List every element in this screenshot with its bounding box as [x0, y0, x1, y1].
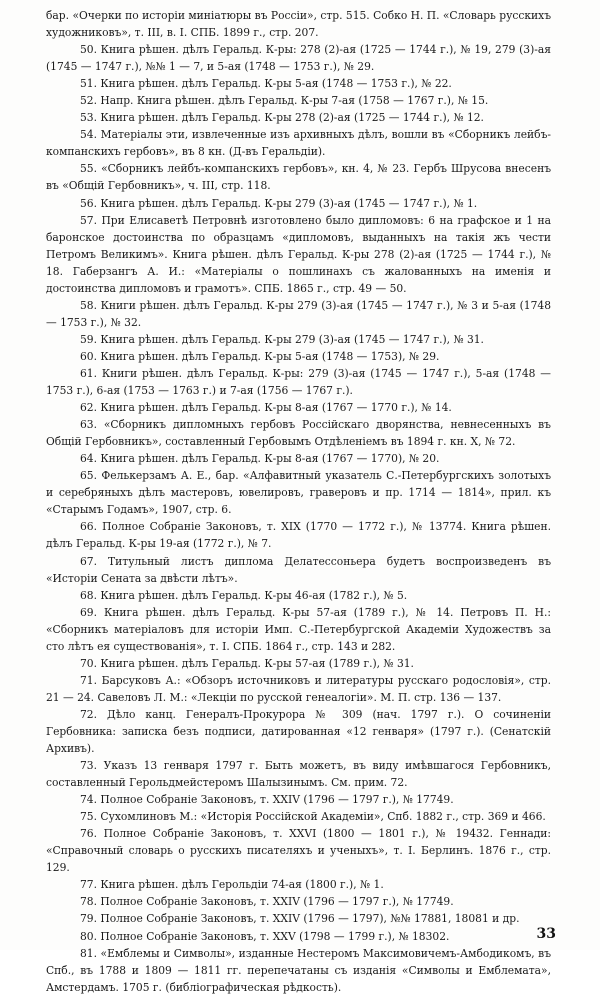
footnote-68: 68. Книга рѣшен. дѣлъ Геральд. К-ры 46-ая (1782 г.), № 5. [80, 588, 408, 602]
footnote-74: 74. Полное Собраніе Законовъ, т. XXIV (1796 — 1797 г.), № 17749. [80, 793, 454, 807]
footnote-63: 63. «Сборникъ дипломныхъ гербовъ Россійскаго дворянства, невнесенныхъ въ Общій Гербовникъ», составленный Гербовымъ Отдѣленіемъ въ 1894 г. кн. X, № 72. [46, 418, 551, 449]
footnote-67: 67. Титульный листъ диплома Делатессоньера будетъ воспроизведенъ въ «Исторіи Сената за двѣсти лѣтъ». [46, 554, 551, 585]
footnotes-block [46, 7, 551, 996]
footnote-51: 51. Книга рѣшен. дѣлъ Геральд. К-ры 5-ая (1748 — 1753 г.), № 22. [80, 77, 452, 91]
footnote-53: 53. Книга рѣшен. дѣлъ Геральд. К-ры 278 (2)-ая (1725 — 1744 г.), № 12. [80, 111, 484, 125]
footnote-71: 71. Барсуковъ А.: «Обзоръ источниковъ и литературы русскаго родословія», стр. 21 — 24. Савеловъ Л. М.: «Лекціи по русской генеалогіи». М. П. стр. 136 — 137. [46, 673, 551, 704]
footnote-57: 57. При Елисаветѣ Петровнѣ изготовлено было дипломовъ: 6 на графское и 1 на баронское достоинства по образцамъ «дипломовъ, выданныхъ на такія жъ чести Петромъ Великимъ». Книга рѣшен. дѣлъ Геральд. К-ры 278 (2)-ая (1725 — 1744 г.), № 18. Габерзангъ А. И.: «Матеріалы о пошлинахъ съ жалованныхъ на именія и достоинства дипломовъ и грамотъ». СПБ. 1865 г., стр. 49 — 50. [46, 213, 551, 295]
footnote-52: 52. Напр. Книга рѣшен. дѣлъ Геральд. К-ры 7-ая (1758 — 1767 г.), № 15. [80, 94, 489, 108]
footnote-72: 72. Дѣло канц. Генералъ-Прокурора № 309 (нач. 1797 г.). О сочиненіи Гербовника: записка безъ подписи, датированная «12 генваря» (1797 г.). (Сенатскій Архивъ). [46, 707, 551, 756]
footnote-61: 61. Книги рѣшен. дѣлъ Геральд. К-ры: 279 (3)-ая (1745 — 1747 г.), 5-ая (1748 — 1753 г.), 6-ая (1753 — 1763 г.) и 7-ая (1756 — 1767 г.). [46, 366, 551, 398]
footnote-75: 75. Сухомлиновъ М.: «Исторія Россійской Академіи», Спб. 1882 г., стр. 369 и 466. [80, 810, 546, 824]
footnote-76: 76. Полное Собраніе Законовъ, т. XXVI (1800 — 1801 г.), № 19432. Геннади: «Справочный словарь о русскихъ писателяхъ и ученыхъ», т. I. Берлинъ. 1876 г., стр. 129. [46, 827, 551, 875]
footnote-64: 64. Книга рѣшен. дѣлъ Геральд. К-ры 8-ая (1767 — 1770), № 20. [80, 452, 440, 466]
footnote-49-continuation: бар. «Очерки по исторіи миніатюры въ Россіи», стр. 515. Собко Н. П. «Словарь русскихъ художниковъ», т. III, в. I. СПБ. 1899 г., стр. 207. [46, 9, 551, 40]
footnote-73: 73. Указъ 13 генваря 1797 г. Быть можетъ, въ виду имѣвшагося Гербовникъ, составленный Герольдмейстеромъ Шалызинымъ. См. прим. 72. [46, 759, 551, 790]
footnote-56: 56. Книга рѣшен. дѣлъ Геральд. К-ры 279 (3)-ая (1745 — 1747 г.), № 1. [80, 196, 478, 210]
footnote-70: 70. Книга рѣшен. дѣлъ Геральд. К-ры 57-ая (1789 г.), № 31. [80, 656, 414, 670]
footnote-54: 54. Матеріалы эти, извлеченные изъ архивныхъ дѣлъ, вошли въ «Сборникъ лейбъ-компанскихъ гербовъ», въ 8 кн. (Д-въ Геральдіи). [46, 128, 551, 159]
footnote-55: 55. «Сборникъ лейбъ-компанскихъ гербовъ», кн. 4, № 23. Гербъ Шрусова внесенъ въ «Общій Гербовникъ», ч. III, стр. 118. [46, 162, 551, 193]
footnote-78: 78. Полное Собраніе Законовъ, т. XXIV (1796 — 1797 г.), № 17749. [80, 895, 454, 909]
footnote-60: 60. Книга рѣшен. дѣлъ Геральд. К-ры 5-ая (1748 — 1753), № 29. [80, 349, 440, 363]
footnote-50: 50. Книга рѣшен. дѣлъ Геральд. К-ры: 278 (2)-ая (1725 — 1744 г.), № 19, 279 (3)-ая (1745 — 1747 г.), №№ 1 — 7, и 5-ая (1748 — 1753 г.), № 29. [46, 43, 551, 74]
footnote-69: 69. Книга рѣшен. дѣлъ Геральд. К-ры 57-ая (1789 г.), № 14. Петровъ П. Н.: «Сборникъ матеріаловъ для исторіи Имп. С.-Петербургской Академіи Художествъ за сто лѣтъ ея существованія», т. I. СПБ. 1864 г., стр. 143 и 282. [46, 605, 551, 653]
page-number: 33 [536, 926, 556, 942]
footnote-81: 81. «Емблемы и Символы», изданные Нестеромъ Максимовичемъ-Амбодикомъ, въ Спб., въ 1788 и 1809 — 1811 гг. перепечатаны съ изданія «Символы и Емблемата», Амстердамъ. 1705 г. (библіографическая рѣдкость). [46, 946, 551, 994]
footnote-62: 62. Книга рѣшен. дѣлъ Геральд. К-ры 8-ая (1767 — 1770 г.), № 14. [80, 401, 452, 415]
footnote-79: 79. Полное Собраніе Законовъ, т. XXIV (1796 — 1797), №№ 17881, 18081 и др. [80, 912, 520, 926]
footnote-65: 65. Фелькерзамъ А. Е., бар. «Алфавитный указатель С.-Петербургскихъ золотыхъ и серебряныхъ дѣлъ мастеровъ, ювелировъ, граверовъ и пр. 1714 — 1814», прил. къ «Старымъ Годамъ», 1907, стр. 6. [46, 469, 551, 517]
footnote-59: 59. Книга рѣшен. дѣлъ Геральд. К-ры 279 (3)-ая (1745 — 1747 г.), № 31. [80, 332, 484, 346]
footnote-58: 58. Книги рѣшен. дѣлъ Геральд. К-ры 279 (3)-ая (1745 — 1747 г.), № 3 и 5-ая (1748 — 1753 г.), № 32. [46, 298, 551, 329]
footnote-77: 77. Книга рѣшен. дѣлъ Герольдіи 74-ая (1800 г.), № 1. [80, 878, 384, 892]
footnote-66: 66. Полное Собраніе Законовъ, т. XIX (1770 — 1772 г.), № 13774. Книга рѣшен. дѣлъ Геральд. К-ры 19-ая (1772 г.), № 7. [46, 520, 551, 551]
footnote-80: 80. Полное Собраніе Законовъ, т. XXV (1798 — 1799 г.), № 18302. [80, 929, 450, 943]
